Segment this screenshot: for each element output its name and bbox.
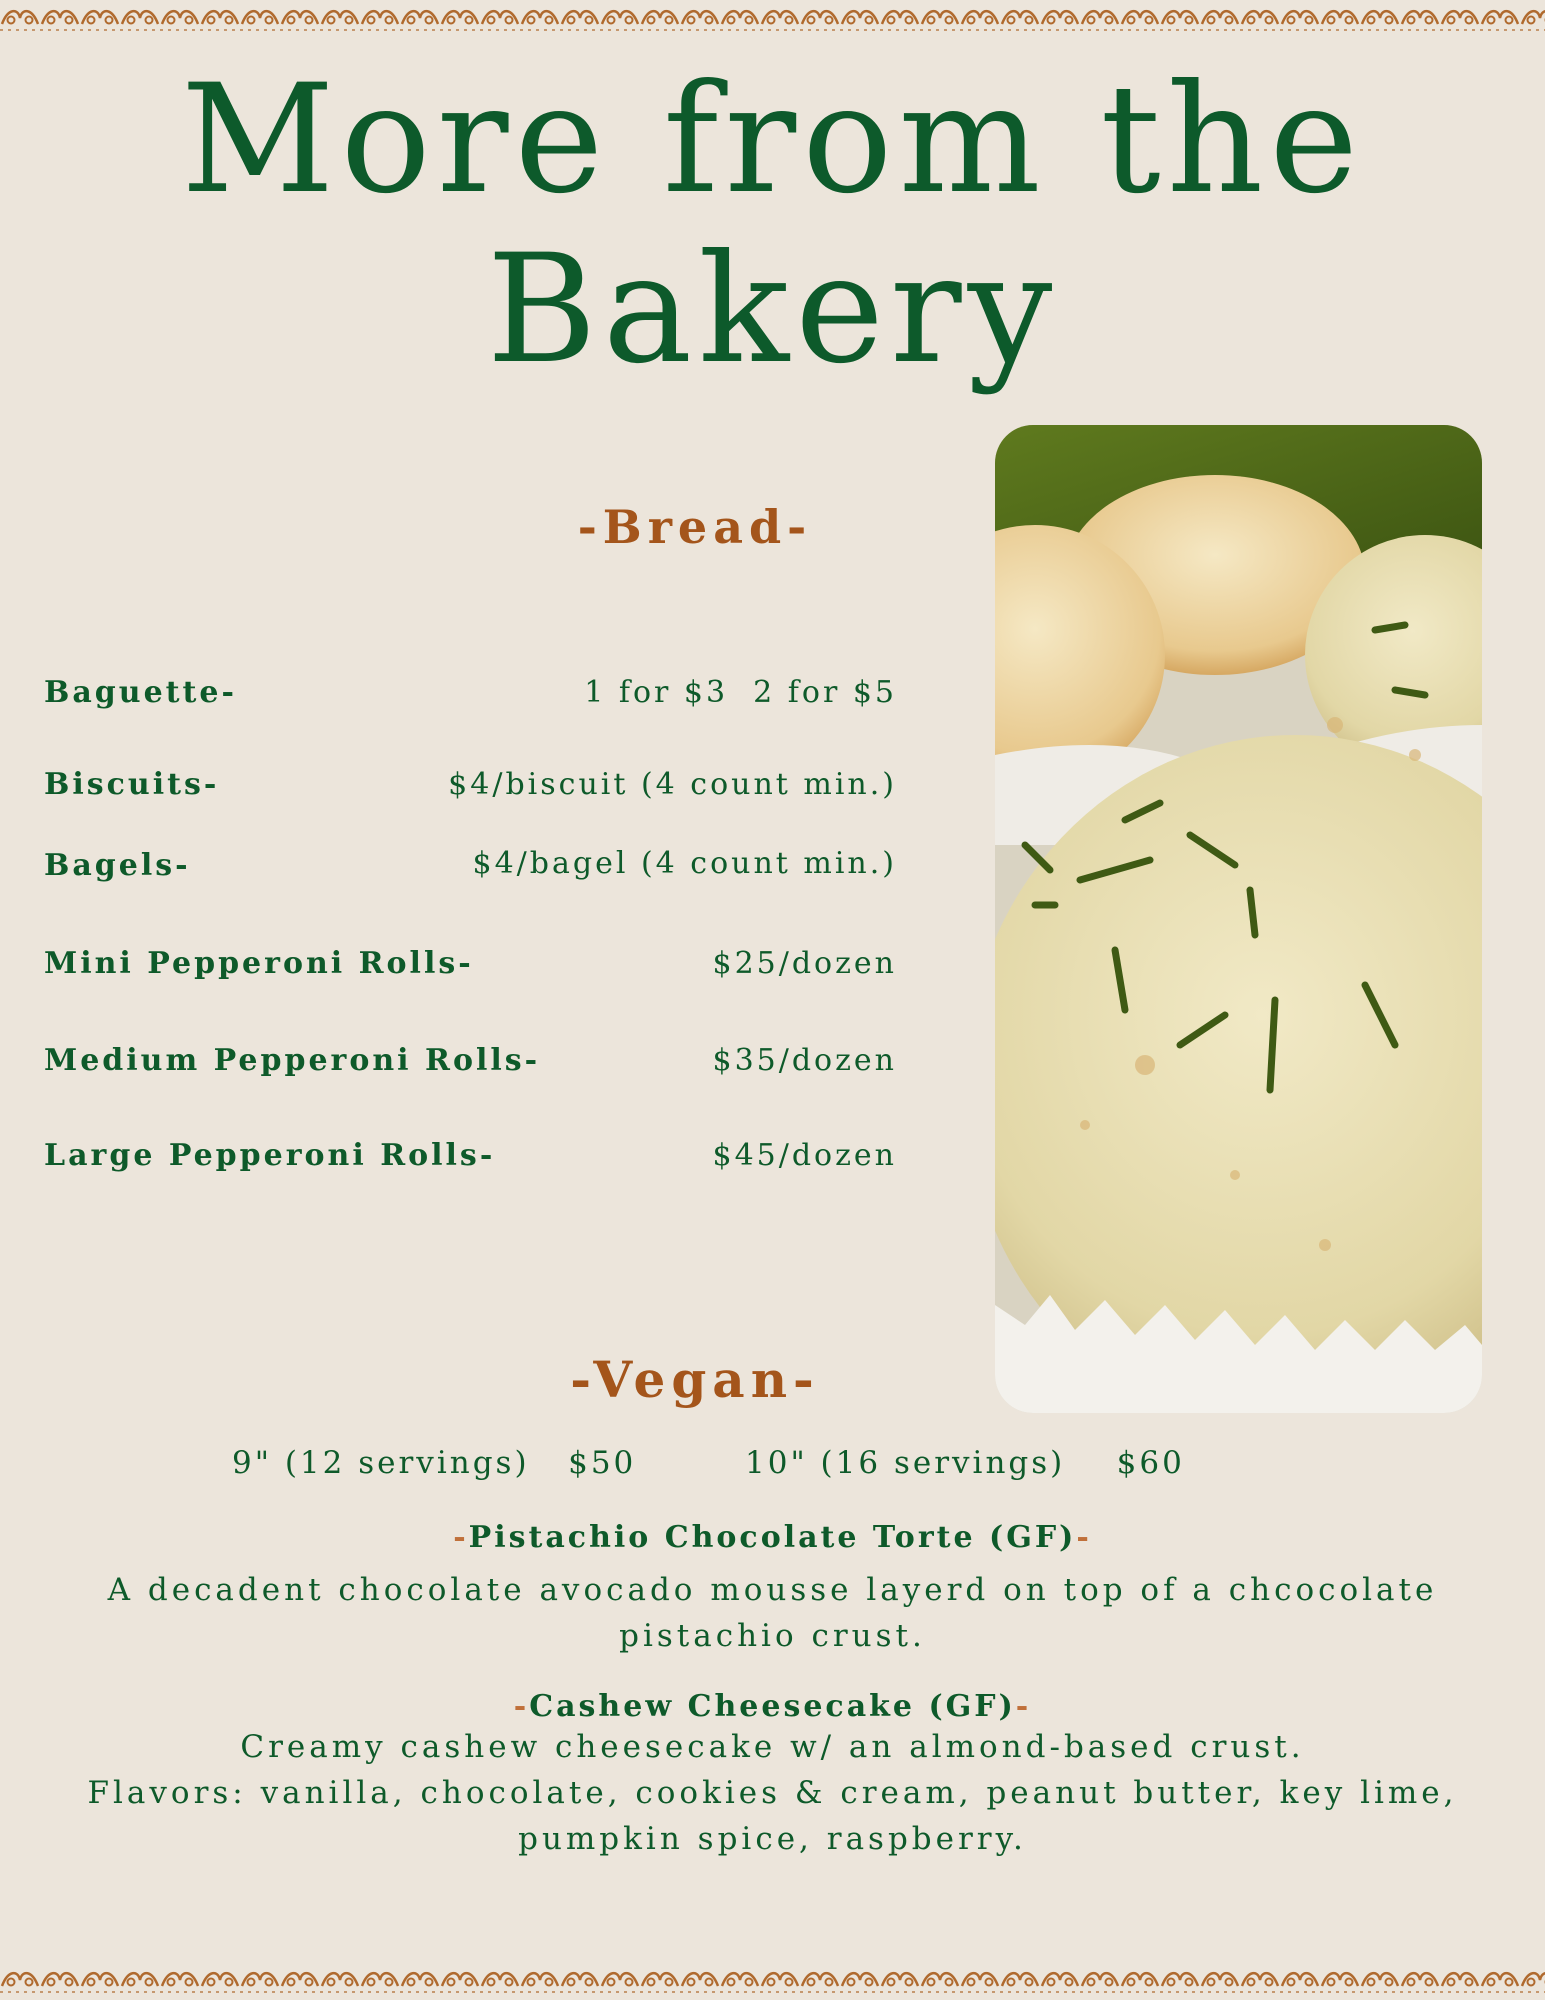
description-line: pistachio crust. — [619, 1618, 926, 1654]
description-line: Flavors: vanilla, chocolate, cookies & cream, peanut butter, key lime, — [87, 1775, 1458, 1811]
dessert-description-cashew-cheesecake — [60, 1724, 1485, 1862]
size-option-10-inch: 10" (16 servings) $60 — [745, 1445, 1185, 1481]
decorative-border-bottom — [0, 1962, 1545, 1996]
vegan-heading: -Vegan- — [570, 1350, 820, 1409]
bread-item-name-mini-pepperoni-rolls: Mini Pepperoni Rolls- — [44, 946, 474, 981]
bread-heading: -Bread- — [577, 500, 813, 554]
dash-left: - — [513, 1689, 530, 1724]
size-option-9-inch: 9" (12 servings) $50 — [232, 1445, 637, 1481]
dash-right: - — [1076, 1520, 1092, 1555]
bread-item-name-baguette: Baguette- — [44, 675, 237, 710]
decorative-border-top — [0, 0, 1545, 34]
bread-item-name-large-pepperoni-rolls: Large Pepperoni Rolls- — [44, 1138, 496, 1173]
title-line-2: Bakery — [486, 223, 1059, 397]
dessert-description-pistachio-torte — [60, 1567, 1485, 1659]
bread-item-name-biscuits: Biscuits- — [44, 767, 220, 802]
bread-item-name-medium-pepperoni-rolls: Medium Pepperoni Rolls- — [44, 1043, 541, 1078]
bread-item-price-bagels: $4/bagel (4 count min.) — [472, 846, 897, 881]
description-line: A decadent chocolate avocado mousse layerd on top of a chcocolate — [107, 1572, 1438, 1608]
description-line: pumpkin spice, raspberry. — [518, 1821, 1027, 1857]
bread-item-price-medium-pepperoni-rolls: $35/dozen — [712, 1043, 897, 1078]
dessert-title-pistachio-torte — [0, 1520, 1545, 1555]
bread-item-name-bagels: Bagels- — [44, 848, 191, 883]
description-line: Creamy cashew cheesecake w/ an almond-based crust. — [240, 1729, 1305, 1765]
title-line-1: More from the — [180, 53, 1365, 227]
dessert-name: Cashew Cheesecake (GF) — [529, 1689, 1016, 1724]
dessert-title-cashew-cheesecake — [0, 1689, 1545, 1724]
bread-item-price-large-pepperoni-rolls: $45/dozen — [712, 1138, 897, 1173]
dash-left: - — [453, 1520, 469, 1555]
page-title — [0, 55, 1545, 395]
dessert-name: Pistachio Chocolate Torte (GF) — [468, 1520, 1077, 1555]
bread-rolls-photo — [995, 425, 1482, 1413]
bread-item-price-biscuits: $4/biscuit (4 count min.) — [448, 767, 897, 802]
bread-item-price-baguette: 1 for $3 2 for $5 — [584, 675, 897, 710]
dash-right: - — [1015, 1689, 1032, 1724]
bread-item-price-mini-pepperoni-rolls: $25/dozen — [712, 946, 897, 981]
